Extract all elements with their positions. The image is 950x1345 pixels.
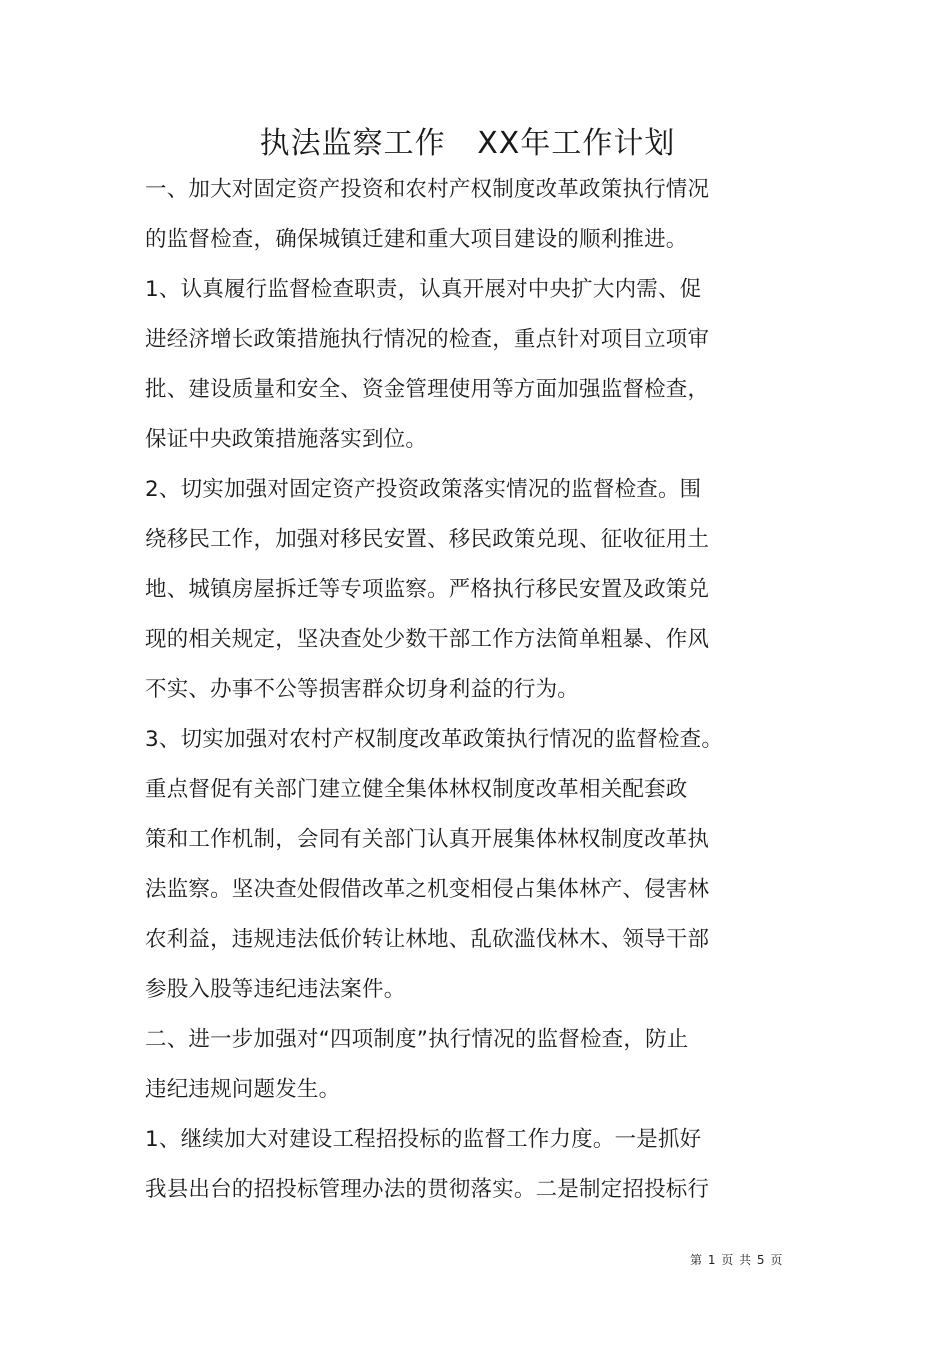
- text-line: 不实、办事不公等损害群众切身利益的行为。: [145, 677, 580, 702]
- text-line: 的监督检查，确保城镇迁建和重大项目建设的顺利推进。: [145, 227, 688, 252]
- text-line: 一、加大对固定资产投资和农村产权制度改革政策执行情况: [145, 177, 710, 202]
- text-line: 农利益，违规违法低价转让林地、乱砍滥伐林木、领导干部: [145, 927, 710, 952]
- text-line: 1、认真履行监督检查职责，认真开展对中央扩大内需、促: [145, 277, 702, 302]
- page-title: 执法监察工作 XX年工作计划: [259, 126, 676, 161]
- text-line: 绕移民工作，加强对移民安置、移民政策兑现、征收征用土: [145, 527, 710, 552]
- text-line: 我县出台的招投标管理办法的贯彻落实。二是制定招投标行: [145, 1177, 710, 1202]
- text-line: 现的相关规定，坚决查处少数干部工作方法简单粗暴、作风: [145, 627, 710, 652]
- text-line: 保证中央政策措施落实到位。: [145, 427, 428, 452]
- text-line: 2、切实加强对固定资产投资政策落实情况的监督检查。围: [145, 477, 702, 502]
- text-line: 进经济增长政策措施执行情况的检查，重点针对项目立项审: [145, 327, 710, 352]
- text-line: 1、继续加大对建设工程招投标的监督工作力度。一是抓好: [145, 1127, 702, 1152]
- document-body: [145, 165, 745, 1215]
- text-line: 策和工作机制，会同有关部门认真开展集体林权制度改革执: [145, 827, 710, 852]
- text-line: 二、进一步加强对“四项制度”执行情况的监督检查，防止: [145, 1027, 689, 1052]
- text-line: 批、建设质量和安全、资金管理使用等方面加强监督检查，: [145, 377, 710, 402]
- text-line: 参股入股等违纪违法案件。: [145, 977, 406, 1002]
- page-number-footer: 第 1 页 共 5 页: [690, 1253, 784, 1267]
- text-line: 法监察。坚决查处假借改革之机变相侵占集体林产、侵害林: [145, 877, 710, 902]
- text-line: 重点督促有关部门建立健全集体林权制度改革相关配套政: [145, 777, 688, 802]
- text-line: 违纪违规问题发生。: [145, 1077, 341, 1102]
- text-line: 3、切实加强对农村产权制度改革政策执行情况的监督检查。: [145, 727, 724, 752]
- text-line: 地、城镇房屋拆迁等专项监察。严格执行移民安置及政策兑: [145, 577, 710, 602]
